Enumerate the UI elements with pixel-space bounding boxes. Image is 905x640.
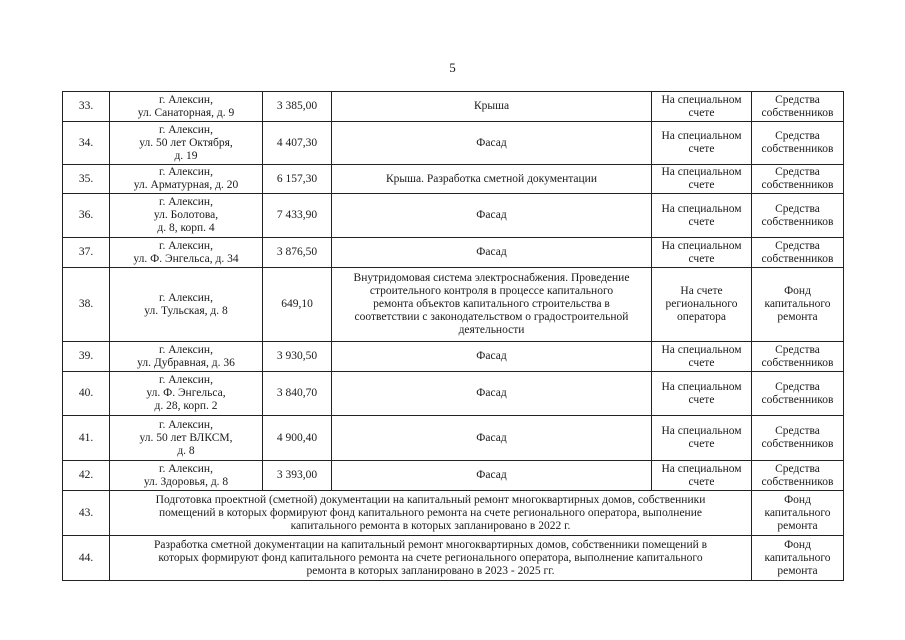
address-cell-line: ул. Тульская, д. 8: [144, 304, 228, 317]
funding-source-cell: [752, 491, 844, 536]
account-cell: [652, 461, 752, 491]
address-cell-line: г. Алексин,: [159, 374, 213, 386]
address-cell-line: д. 19: [174, 149, 198, 162]
funding-source-cell: [752, 194, 844, 238]
row-number: 42.: [63, 461, 110, 491]
address-cell-line: г. Алексин,: [159, 291, 213, 304]
funding-source-cell: [752, 165, 844, 194]
work-type-cell-line: Крыша: [473, 100, 510, 112]
row-number: 38.: [63, 268, 110, 342]
work-type-cell-line: Фасад: [476, 246, 507, 258]
funding-source-cell-line: собственников: [761, 215, 834, 228]
work-type-cell: [332, 165, 652, 194]
work-type-cell: [332, 92, 652, 122]
address-cell: [110, 92, 263, 122]
address-cell-line: ул. 50 лет Октября,: [139, 136, 233, 149]
funding-source-cell: [752, 416, 844, 461]
row-number: 37.: [63, 238, 110, 268]
funding-source-cell: [752, 238, 844, 268]
table-row: [63, 491, 844, 536]
address-cell-line: г. Алексин,: [159, 239, 213, 252]
account-cell: [652, 268, 752, 342]
work-type-cell: [332, 416, 652, 461]
account-cell-line: счете: [688, 252, 715, 265]
account-cell: [652, 238, 752, 268]
row-number: 41.: [63, 416, 110, 461]
account-cell-line: регионального: [665, 298, 738, 310]
row-number: 43.: [63, 491, 110, 536]
funding-source-cell-line: Фонд: [784, 285, 811, 297]
account-cell-line: На специальном: [661, 130, 742, 142]
funding-source-cell-line: Средства: [775, 93, 820, 106]
account-cell-line: счете: [688, 475, 715, 488]
work-type-cell-line: Фасад: [476, 209, 507, 221]
account-cell-line: На специальном: [661, 380, 742, 393]
funding-source-cell: [752, 536, 844, 581]
address-cell-line: д. 28, корп. 2: [154, 400, 218, 412]
description-cell: [110, 491, 752, 536]
address-cell-line: ул. Арматурная, д. 20: [133, 179, 239, 191]
address-cell-line: г. Алексин,: [159, 462, 213, 475]
account-cell-line: счете: [688, 143, 715, 155]
amount-cell: 3 385,00: [263, 92, 332, 122]
work-type-cell: [332, 342, 652, 372]
row-number: 44.: [63, 536, 110, 581]
funding-source-cell-line: собственников: [761, 475, 834, 488]
work-type-cell-line: соответствии с законодательством о градостроительной: [354, 311, 629, 323]
description-cell-line: Подготовка проектной (сметной) документации на капитальный ремонт многоквартирных домов, собственники: [155, 493, 706, 506]
work-type-cell-line: Фасад: [476, 387, 507, 399]
funding-source-cell-line: ремонта: [777, 564, 818, 577]
account-cell-line: счете: [688, 215, 715, 228]
account-cell-line: На счете: [680, 285, 723, 297]
funding-source-cell: [752, 372, 844, 416]
funding-source-cell-line: Фонд: [784, 493, 811, 506]
table-row: [63, 268, 844, 342]
address-cell: [110, 238, 263, 268]
account-cell-line: На специальном: [661, 239, 742, 252]
address-cell-line: ул. Здоровья, д. 8: [143, 475, 229, 488]
address-cell-line: г. Алексин,: [159, 93, 213, 106]
funding-source-cell: [752, 92, 844, 122]
address-cell-line: ул. Санаторная, д. 9: [137, 106, 235, 119]
funding-source-cell-line: Средства: [775, 202, 820, 215]
address-cell: [110, 461, 263, 491]
address-cell-line: ул. Болотова,: [153, 209, 219, 221]
address-cell-line: д. 8: [177, 444, 195, 457]
account-cell: [652, 165, 752, 194]
description-cell-line: ремонта в которых запланировано в 2023 - 2025 гг.: [306, 564, 555, 577]
account-cell-line: На специальном: [661, 425, 742, 437]
work-type-cell-line: строительного контроля в процессе капитального: [369, 285, 614, 297]
funding-source-cell: [752, 461, 844, 491]
address-cell-line: ул. Ф. Энгельса,: [146, 387, 226, 399]
amount-cell: 649,10: [263, 268, 332, 342]
work-type-cell-line: деятельности: [458, 324, 525, 336]
funding-source-cell-line: Фонд: [784, 538, 811, 551]
work-type-cell-line: ремонта объектов капитального строительства в: [373, 298, 610, 310]
table-row: [63, 536, 844, 581]
account-cell-line: На специальном: [661, 202, 742, 215]
address-cell-line: г. Алексин,: [159, 123, 213, 136]
address-cell-line: ул. Ф. Энгельса, д. 34: [133, 252, 239, 265]
address-cell: [110, 122, 263, 165]
funding-source-cell: [752, 122, 844, 165]
account-cell: [652, 342, 752, 372]
work-type-cell: [332, 372, 652, 416]
work-type-cell-line: Фасад: [476, 136, 507, 149]
table-row: [63, 372, 844, 416]
account-cell-line: счете: [688, 438, 715, 450]
address-cell-line: ул. Дубравная, д. 36: [137, 356, 235, 369]
funding-source-cell-line: собственников: [761, 252, 834, 265]
work-type-cell: [332, 122, 652, 165]
address-cell-line: г. Алексин,: [159, 418, 213, 431]
address-cell-line: г. Алексин,: [159, 166, 213, 178]
description-cell-line: помещений в которых формируют фонд капитального ремонта на счете регионального оператора, выполнение: [159, 506, 702, 519]
table-row: [63, 238, 844, 268]
funding-source-cell: [752, 268, 844, 342]
funding-source-cell-line: собственников: [761, 143, 834, 155]
work-type-cell-line: Фасад: [476, 431, 507, 444]
table-row: [63, 165, 844, 194]
row-number: 39.: [63, 342, 110, 372]
account-cell: [652, 92, 752, 122]
address-cell: [110, 416, 263, 461]
funding-source-cell: [752, 342, 844, 372]
works-table: [62, 91, 844, 581]
description-cell-line: которых формируют фонд капитального ремонта на счете регионального оператора, выполнение капитального: [158, 551, 703, 564]
amount-cell: 3 393,00: [263, 461, 332, 491]
table-row: [63, 461, 844, 491]
address-cell-line: г. Алексин,: [159, 343, 213, 356]
account-cell-line: счете: [688, 179, 715, 191]
amount-cell: 4 900,40: [263, 416, 332, 461]
table-row: [63, 342, 844, 372]
address-cell-line: ул. 50 лет ВЛКСМ,: [139, 431, 233, 444]
account-cell-line: На специальном: [661, 93, 742, 106]
amount-cell: 3 840,70: [263, 372, 332, 416]
row-number: 40.: [63, 372, 110, 416]
work-type-cell: [332, 194, 652, 238]
funding-source-cell-line: капитального: [764, 551, 831, 564]
work-type-cell: [332, 268, 652, 342]
funding-source-cell-line: Средства: [775, 239, 820, 252]
address-cell: [110, 342, 263, 372]
funding-source-cell-line: Средства: [775, 130, 820, 142]
account-cell-line: На специальном: [661, 462, 742, 475]
description-cell-line: Разработка сметной документации на капитальный ремонт многоквартирных домов, собственники помещений в: [153, 538, 708, 551]
row-number: 36.: [63, 194, 110, 238]
work-type-cell-line: Крыша. Разработка сметной документации: [386, 172, 597, 185]
account-cell-line: счете: [688, 393, 715, 406]
address-cell: [110, 194, 263, 238]
table-row: [63, 122, 844, 165]
work-type-cell: [332, 238, 652, 268]
funding-source-cell-line: собственников: [761, 356, 834, 369]
amount-cell: 3 876,50: [263, 238, 332, 268]
funding-source-cell-line: собственников: [761, 179, 834, 191]
row-number: 33.: [63, 92, 110, 122]
funding-source-cell-line: капитального: [764, 506, 831, 519]
funding-source-cell-line: собственников: [761, 438, 834, 450]
account-cell: [652, 122, 752, 165]
description-cell-line: капитального ремонта в которых запланировано в 2022 г.: [290, 519, 571, 532]
work-type-cell: [332, 461, 652, 491]
funding-source-cell-line: Средства: [775, 462, 820, 475]
address-cell: [110, 268, 263, 342]
address-cell-line: д. 8, корп. 4: [157, 222, 215, 234]
table-row: [63, 416, 844, 461]
account-cell-line: На специальном: [661, 166, 742, 178]
account-cell-line: счете: [688, 106, 715, 119]
amount-cell: 6 157,30: [263, 165, 332, 194]
funding-source-cell-line: ремонта: [777, 519, 818, 532]
amount-cell: 4 407,30: [263, 122, 332, 165]
address-cell: [110, 165, 263, 194]
account-cell: [652, 194, 752, 238]
address-cell: [110, 372, 263, 416]
account-cell-line: счете: [688, 356, 715, 369]
funding-source-cell-line: капитального: [764, 298, 831, 310]
work-type-cell-line: Фасад: [476, 469, 507, 481]
funding-source-cell-line: Средства: [775, 343, 820, 356]
address-cell-line: г. Алексин,: [159, 196, 213, 208]
funding-source-cell-line: ремонта: [777, 311, 818, 323]
work-type-cell-line: Внутридомовая система электроснабжения. Проведение: [353, 272, 630, 284]
account-cell: [652, 416, 752, 461]
description-cell: [110, 536, 752, 581]
funding-source-cell-line: Средства: [775, 425, 820, 437]
row-number: 35.: [63, 165, 110, 194]
account-cell-line: На специальном: [661, 343, 742, 356]
account-cell-line: оператора: [676, 311, 727, 323]
amount-cell: 7 433,90: [263, 194, 332, 238]
account-cell: [652, 372, 752, 416]
work-type-cell-line: Фасад: [476, 350, 507, 362]
funding-source-cell-line: собственников: [761, 106, 834, 119]
amount-cell: 3 930,50: [263, 342, 332, 372]
table-row: [63, 92, 844, 122]
table-row: [63, 194, 844, 238]
funding-source-cell-line: Средства: [775, 380, 820, 393]
row-number: 34.: [63, 122, 110, 165]
page-number: 5: [449, 60, 456, 75]
funding-source-cell-line: Средства: [775, 166, 820, 178]
funding-source-cell-line: собственников: [761, 393, 834, 406]
